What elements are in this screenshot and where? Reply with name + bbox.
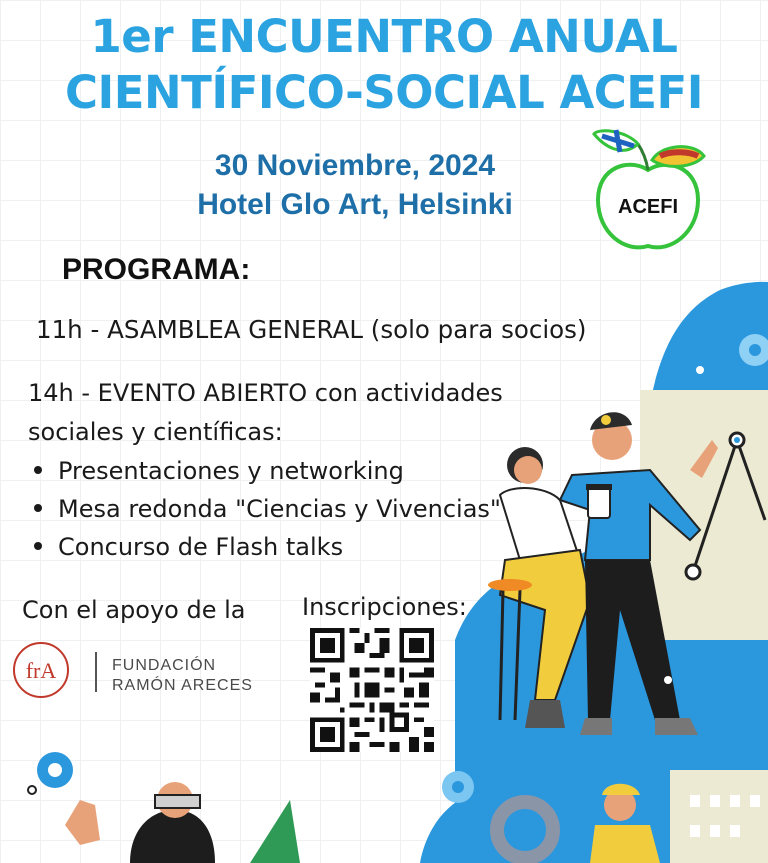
program-heading: PROGRAMA: — [62, 253, 251, 286]
gear-icon — [37, 752, 73, 788]
vr-person-illustration — [65, 782, 215, 863]
list-item: Presentaciones y networking — [30, 452, 501, 490]
program-item-open-event-line2: sociales y científicas: — [28, 418, 283, 446]
green-star-shape — [250, 800, 300, 863]
fundacion-name-line2: RAMÓN ARECES — [112, 677, 253, 694]
list-item: Concurso de Flash talks — [30, 528, 501, 566]
bullet-icon — [34, 504, 42, 512]
activities-list — [30, 452, 501, 566]
bullet-icon — [34, 466, 42, 474]
fundacion-ramon-areces-logo — [8, 640, 103, 704]
event-title-line2: CIENTÍFICO-SOCIAL ACEFI — [64, 66, 704, 119]
acefi-logo — [590, 128, 710, 262]
support-label: Con el apoyo de la — [22, 596, 246, 624]
program-item-assembly: 11h - ASAMBLEA GENERAL (solo para socios) — [36, 315, 587, 344]
cream-panel — [640, 390, 768, 640]
event-date: 30 Noviembre, 2024 — [214, 149, 496, 182]
fundacion-name-line1: FUNDACIÓN — [112, 657, 217, 674]
bullet-icon — [34, 542, 42, 550]
event-title-line1: 1er ENCUENTRO ANUAL — [90, 10, 678, 63]
program-item-open-event-line1: 14h - EVENTO ABIERTO con actividades — [28, 379, 503, 407]
apple-logo-icon — [590, 128, 710, 258]
cream-building — [670, 770, 768, 863]
list-item: Mesa redonda "Ciencias y Vivencias" — [30, 490, 501, 528]
acefi-logo-text: ACEFI — [618, 196, 678, 218]
registration-label: Inscripciones: — [302, 593, 467, 621]
event-venue: Hotel Glo Art, Helsinki — [197, 188, 513, 221]
qr-code-icon[interactable] — [308, 628, 436, 756]
gear-icon — [442, 771, 474, 803]
fra-logo-icon — [8, 640, 103, 700]
fundacion-name — [112, 656, 253, 696]
fra-logo-mark: frA — [25, 658, 57, 683]
